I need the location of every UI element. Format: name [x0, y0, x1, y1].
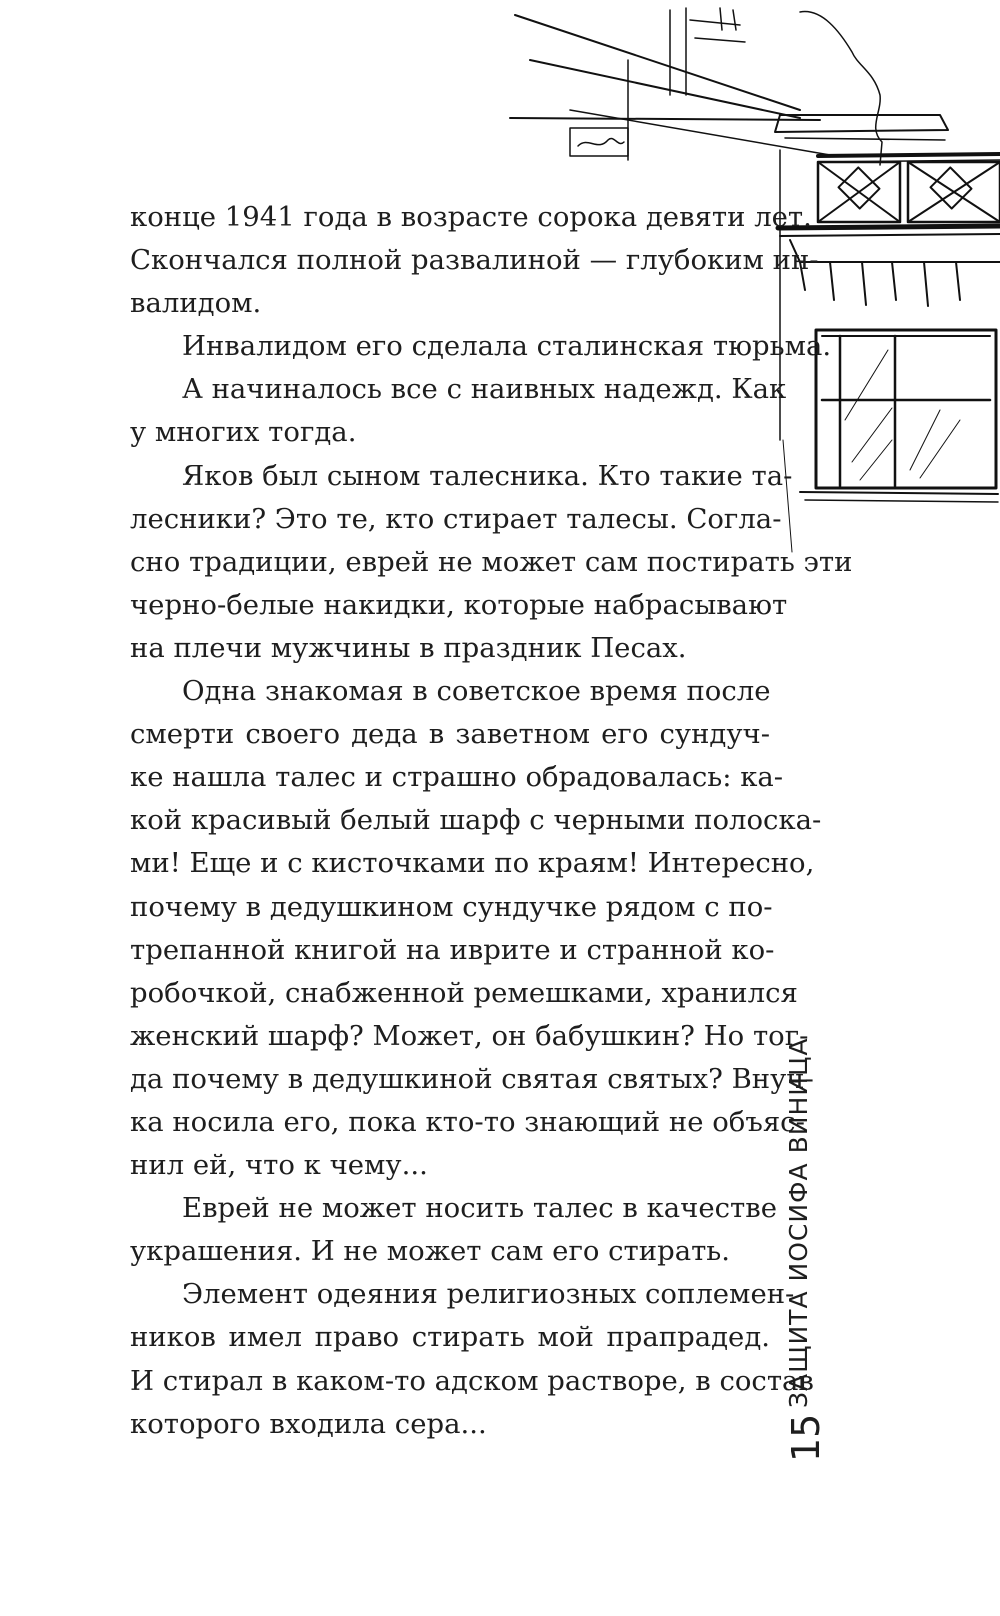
text-line: которого входила сера...	[130, 1407, 487, 1440]
paragraph	[130, 196, 819, 325]
text-line: ми! Еще и с кисточками по краям! Интересно,	[130, 847, 815, 880]
paragraph	[130, 325, 832, 368]
text-line: ка носила его, пока кто-то знающий не объяс-	[130, 1105, 805, 1138]
paragraph	[130, 670, 822, 1187]
paragraph	[130, 368, 787, 454]
paragraph	[130, 455, 853, 670]
text-line: ников имел право стирать мой прапрадед.	[130, 1321, 770, 1354]
text-line: кой красивый белый шарф с черными полоска-	[130, 804, 822, 837]
text-line: Инвалидом его сделала сталинская тюрьма.	[182, 330, 832, 363]
text-line: украшения. И не может сам его стирать.	[130, 1235, 731, 1268]
text-line: да почему в дедушкиной святая святых? Внуч-	[130, 1062, 814, 1095]
text-line: И стирал в каком-то адском растворе, в состав	[130, 1364, 814, 1397]
text-line: смерти своего деда в заветном его сундуч-	[130, 718, 770, 751]
text-line: женский шарф? Может, он бабушкин? Но тог-	[130, 1019, 809, 1052]
text-line: валидом.	[130, 287, 262, 320]
text-line: трепанной книгой на иврите и странной ко-	[130, 933, 775, 966]
paragraph	[130, 1273, 814, 1445]
text-line: у многих тогда.	[130, 416, 357, 449]
text-line: сно традиции, еврей не может сам постирать эти	[130, 545, 853, 578]
text-line: конце 1941 года в возрасте сорока девяти лет.	[130, 201, 812, 233]
text-line: почему в дедушкином сундучке рядом с по-	[130, 890, 773, 923]
running-title: ЗАЩИТА ИОСИФА ВИНИЦА	[784, 1037, 813, 1408]
text-line: ке нашла талес и страшно обрадовалась: ка-	[130, 761, 784, 794]
text-line: Яков был сыном талесника. Кто такие та-	[182, 459, 793, 492]
text-line: Скончался полной развалиной — глубоким ин-	[130, 244, 819, 277]
text-line: Еврей не может носить талес в качестве	[182, 1192, 777, 1225]
text-line: лесники? Это те, кто стирает талесы. Согла-	[130, 502, 782, 535]
text-line: Элемент одеяния религиозных соплемен-	[182, 1278, 795, 1311]
paragraph	[130, 1187, 777, 1273]
page-number: 15	[784, 1413, 828, 1462]
text-line: черно-белые накидки, которые набрасывают	[130, 588, 788, 621]
text-line: нил ей, что к чему...	[130, 1149, 428, 1182]
text-line: Одна знакомая в советское время после	[182, 675, 771, 708]
text-line: на плечи мужчины в праздник Песах.	[130, 631, 687, 664]
text-line: А начиналось все с наивных надежд. Как	[182, 373, 787, 406]
text-line: робочкой, снабженной ремешками, хранился	[130, 976, 798, 1009]
